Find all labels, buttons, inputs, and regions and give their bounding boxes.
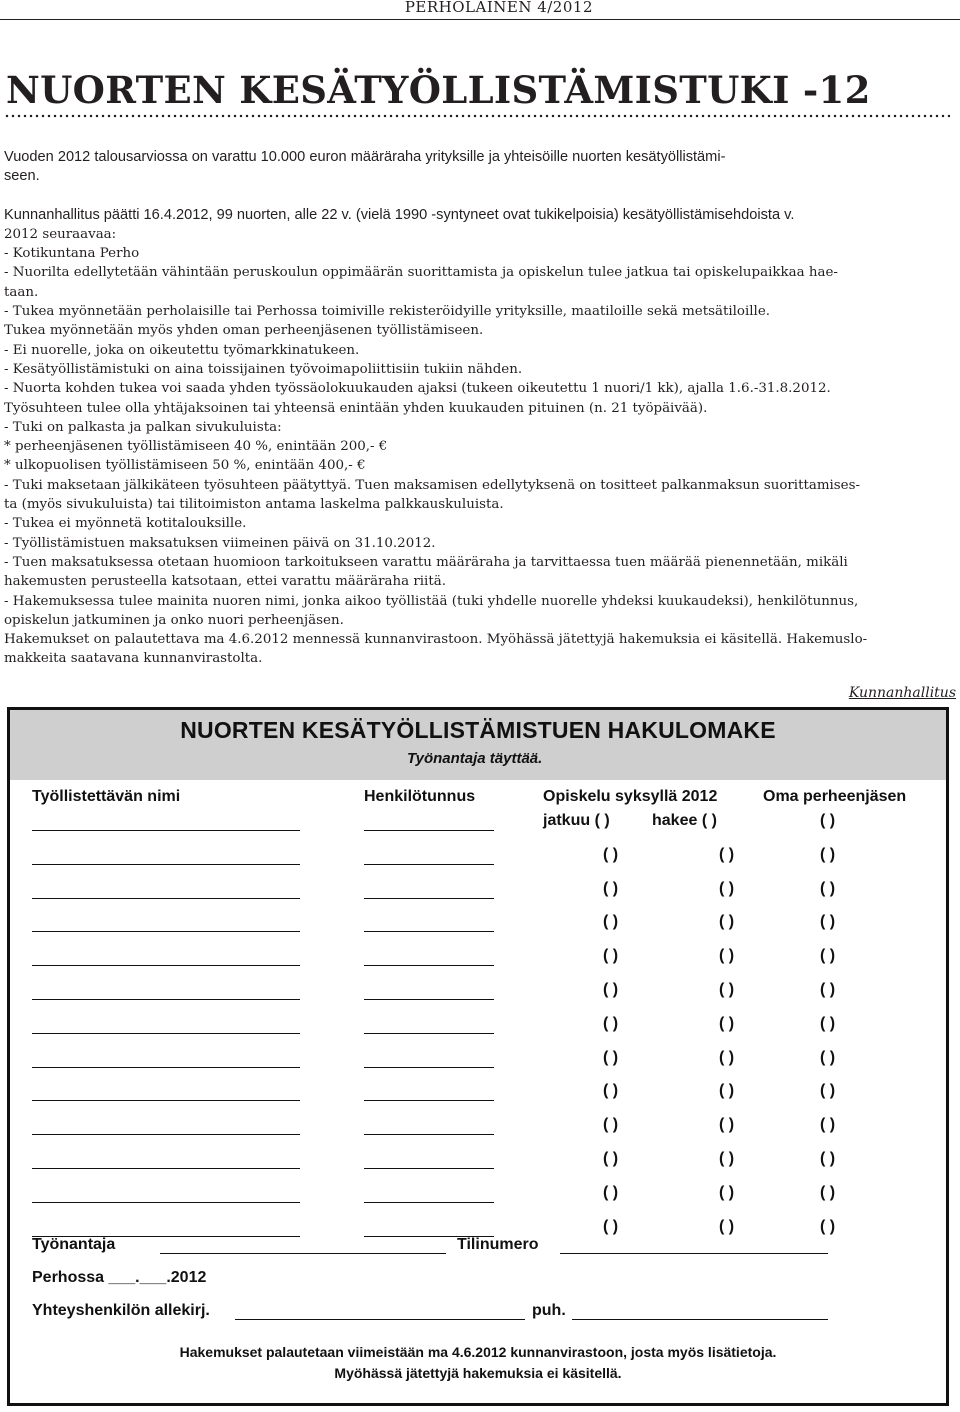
phone-field[interactable]: [572, 1319, 828, 1320]
dotted-divider: [4, 114, 950, 118]
hakee-checkbox[interactable]: ( ): [719, 1049, 735, 1066]
family-checkbox[interactable]: ( ): [820, 947, 836, 964]
jatkuu-checkbox[interactable]: ( ): [603, 846, 619, 863]
jatkuu-checkbox[interactable]: ( ): [603, 913, 619, 930]
signature-field[interactable]: [235, 1319, 525, 1320]
name-field[interactable]: [32, 898, 300, 899]
rule-line: - Tukea ei myönnetä kotitalouksille.: [4, 516, 247, 532]
column-header-family: Oma perheenjäsen: [763, 788, 907, 805]
hakee-checkbox[interactable]: ( ): [719, 1218, 735, 1235]
rule-line: - Tuen maksatuksessa otetaan huomioon tarkoitukseen varattu määräraha ja tarvittaessa tuen määrää pienennetään, mikäli: [4, 554, 848, 570]
id-field[interactable]: [364, 999, 494, 1000]
name-field[interactable]: [32, 864, 300, 865]
phone-label: puh.: [532, 1302, 566, 1319]
family-checkbox[interactable]: ( ): [820, 981, 836, 998]
rule-line: * perheenjäsenen työllistämiseen 40 %, enintään 200,- €: [4, 439, 388, 455]
rule-line: Hakemukset on palautettava ma 4.6.2012 mennessä kunnanvirastoon. Myöhässä jätettyjä hakemuksia ei käsitellä. Hakemuslo-: [4, 632, 868, 648]
rule-line: - Tuki maksetaan jälkikäteen työsuhteen päätyttyä. Tuen maksamisen edellytyksenä on tositteet palkanmaksun suorittamises-: [4, 477, 861, 493]
contact-sign-label: Yhteyshenkilön allekirj.: [32, 1302, 210, 1319]
family-checkbox[interactable]: ( ): [820, 880, 836, 897]
hakee-checkbox[interactable]: ( ): [719, 981, 735, 998]
family-checkbox[interactable]: ( ): [820, 913, 836, 930]
name-field[interactable]: [32, 999, 300, 1000]
hakee-checkbox[interactable]: ( ): [719, 846, 735, 863]
id-field[interactable]: [364, 1134, 494, 1135]
family-checkbox[interactable]: ( ): [820, 1150, 836, 1167]
id-field[interactable]: [364, 965, 494, 966]
rule-line: hakemusten perusteella katsotaan, ettei varattu määräraha riitä.: [4, 574, 446, 590]
rule-line: - Nuorilta edellytetään vähintään peruskoulun oppimäärän suorittamista ja opiskelun tulee jatkua tai opiskelupaikkaa hae-: [4, 265, 838, 281]
name-field[interactable]: [32, 965, 300, 966]
paragraph-gap: [4, 187, 946, 206]
place-date-field[interactable]: Perhossa ___.___.2012: [32, 1269, 207, 1286]
rule-line: - Ei nuorelle, joka on oikeutettu työmarkkinatukeen.: [4, 342, 360, 358]
family-checkbox[interactable]: ( ): [820, 1049, 836, 1066]
page-header: [0, 0, 960, 20]
employer-field[interactable]: [160, 1253, 446, 1254]
rule-line: - Tuki on palkasta ja palkan sivukuluista:: [4, 419, 282, 435]
intro-line: Vuoden 2012 talousarviossa on varattu 10.000 euron määräraha yrityksille ja yhteisöille nuorten kesätyöllistämi-: [4, 149, 726, 165]
rule-line: ta (myös sivukuluista) tai tilitoimiston antama laskelma palkkauskuluista.: [4, 497, 504, 513]
form-note-late: Myöhässä jätettyjä hakemuksia ei käsitellä.: [334, 1365, 622, 1381]
form-subtitle: Työnantaja täyttää.: [407, 750, 543, 767]
id-field[interactable]: [364, 931, 494, 932]
jatkuu-checkbox[interactable]: ( ): [603, 1015, 619, 1032]
family-checkbox[interactable]: ( ): [820, 1116, 836, 1133]
jatkuu-checkbox[interactable]: ( ): [603, 981, 619, 998]
jatkuu-checkbox[interactable]: ( ): [603, 1184, 619, 1201]
id-field[interactable]: [364, 1033, 494, 1034]
jatkuu-checkbox[interactable]: ( ): [603, 1049, 619, 1066]
family-checkbox[interactable]: ( ): [820, 1218, 836, 1235]
rule-line: - Tukea myönnetään perholaisille tai Perhossa toimiville rekisteröidyille yrityksille, maatiloille sekä metsätiloille.: [4, 304, 771, 320]
intro-line: Kunnanhallitus päätti 16.4.2012, 99 nuorten, alle 22 v. (vielä 1990 -syntyneet ovat tukikelpoisia) kesätyöllistämisehdoista v.: [4, 206, 795, 223]
rule-line: - Hakemuksessa tulee mainita nuoren nimi, jonka aikoo työllistää (tuki yhdelle nuorelle yhdeksi kuukaudeksi), henkilötunnus,: [4, 593, 859, 609]
rules-list: [4, 225, 946, 669]
hakee-checkbox[interactable]: ( ): [719, 1082, 735, 1099]
application-form: [7, 707, 949, 1406]
hakee-checkbox[interactable]: ( ): [719, 1150, 735, 1167]
name-field[interactable]: [32, 931, 300, 932]
rule-line: Työsuhteen tulee olla yhtäjaksoinen tai yhteensä enintään yhden kuukauden pituinen (n. 21 työpäivää).: [4, 400, 708, 416]
jatkuu-checkbox[interactable]: ( ): [603, 1116, 619, 1133]
rule-line: - Nuorta kohden tukea voi saada yhden työssäolokuukauden ajaksi (tukeen oikeutettu 1 nuori/1 kk), ajalla 1.6.-31.8.2012.: [4, 381, 831, 397]
rule-line: opiskelun jatkuminen ja onko nuori perheenjäsen.: [4, 612, 344, 628]
name-field[interactable]: [32, 1202, 300, 1203]
name-field[interactable]: [32, 1067, 300, 1068]
account-field[interactable]: [560, 1253, 828, 1254]
form-banner: [10, 710, 946, 780]
column-header-study: Opiskelu syksyllä 2012: [543, 788, 718, 805]
jatkuu-checkbox[interactable]: ( ): [603, 1082, 619, 1099]
hakee-checkbox[interactable]: ( ): [719, 947, 735, 964]
family-checkbox[interactable]: ( ): [820, 1015, 836, 1032]
article-title: NUORTEN KESÄTYÖLLISTÄMISTUKI -12: [6, 68, 871, 112]
id-field[interactable]: [364, 830, 494, 831]
family-checkbox[interactable]: ( ): [820, 812, 836, 829]
rule-line: 2012 seuraavaa:: [4, 226, 117, 242]
id-field[interactable]: [364, 864, 494, 865]
rule-line: - Kotikuntana Perho: [4, 246, 140, 262]
hakee-checkbox[interactable]: ( ): [719, 1015, 735, 1032]
name-field[interactable]: [32, 1033, 300, 1034]
hakee-checkbox[interactable]: ( ): [719, 1184, 735, 1201]
name-field[interactable]: [32, 1134, 300, 1135]
rule-line: * ulkopuolisen työllistämiseen 50 %, enintään 400,- €: [4, 458, 366, 474]
employer-label: Työnantaja: [32, 1236, 116, 1253]
jatkuu-checkbox[interactable]: ( ): [603, 880, 619, 897]
rule-line: Tukea myönnetään myös yhden oman perheenjäsenen työllistämiseen.: [4, 323, 484, 339]
form-title: NUORTEN KESÄTYÖLLISTÄMISTUEN HAKULOMAKE: [180, 717, 776, 743]
rule-line: makkeita saatavana kunnanvirastolta.: [4, 651, 263, 667]
id-field[interactable]: [364, 1168, 494, 1169]
signature: Kunnanhallitus: [848, 685, 956, 701]
family-checkbox[interactable]: ( ): [820, 1184, 836, 1201]
family-checkbox[interactable]: ( ): [820, 1082, 836, 1099]
family-checkbox[interactable]: ( ): [820, 846, 836, 863]
rule-line: taan.: [4, 284, 39, 300]
id-field[interactable]: [364, 898, 494, 899]
header-rule: [0, 19, 960, 20]
name-field[interactable]: [32, 830, 300, 831]
name-field[interactable]: [32, 1100, 300, 1101]
column-header-name: Työllistettävän nimi: [32, 788, 181, 805]
column-header-id: Henkilötunnus: [364, 788, 476, 805]
id-field[interactable]: [364, 1067, 494, 1068]
id-field[interactable]: [364, 1202, 494, 1203]
rule-line: - Työllistämistuen maksatuksen viimeinen päivä on 31.10.2012.: [4, 535, 436, 551]
id-field[interactable]: [364, 1100, 494, 1101]
hakee-checkbox[interactable]: hakee ( ): [652, 812, 717, 829]
jatkuu-checkbox[interactable]: ( ): [603, 1218, 619, 1235]
jatkuu-checkbox[interactable]: ( ): [603, 1150, 619, 1167]
jatkuu-checkbox[interactable]: ( ): [603, 947, 619, 964]
hakee-checkbox[interactable]: ( ): [719, 1116, 735, 1133]
form-note-deadline: Hakemukset palautetaan viimeistään ma 4.6.2012 kunnanvirastoon, josta myös lisätietoja.: [179, 1344, 777, 1360]
rule-line: - Kesätyöllistämistuki on aina toissijainen työvoimapoliittisiin tukiin nähden.: [4, 361, 523, 377]
jatkuu-checkbox[interactable]: jatkuu ( ): [543, 812, 610, 829]
publication-title: PERHOLAINEN 4/2012: [404, 0, 593, 16]
name-field[interactable]: [32, 1168, 300, 1169]
hakee-checkbox[interactable]: ( ): [719, 880, 735, 897]
intro-line: seen.: [4, 168, 40, 185]
hakee-checkbox[interactable]: ( ): [719, 913, 735, 930]
article-body: [4, 148, 946, 669]
account-label: Tilinumero: [457, 1236, 539, 1253]
